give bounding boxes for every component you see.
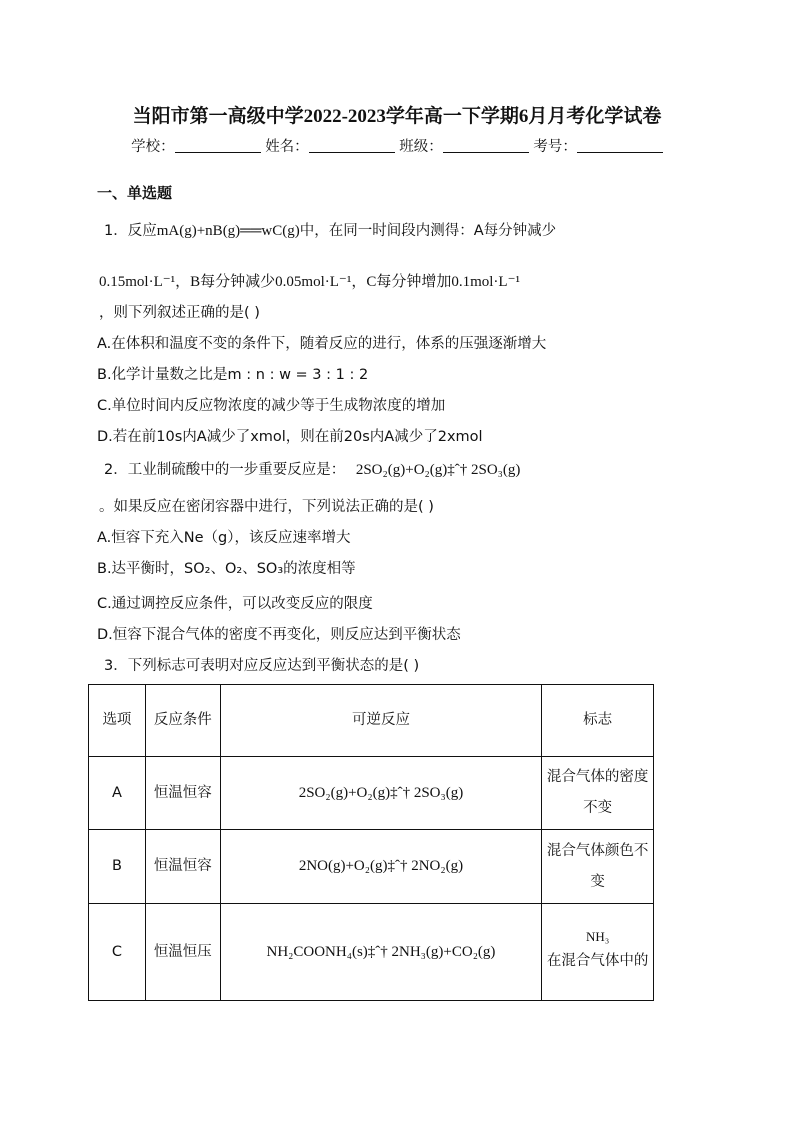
section-heading: 一、单选题 — [97, 184, 173, 202]
page-title: 当阳市第一高级中学2022-2023学年高一下学期6月月考化学试卷 — [132, 106, 662, 127]
q1-question: ，则下列叙述正确的是( ) — [99, 305, 260, 321]
table-row — [89, 830, 654, 904]
table-row — [89, 757, 654, 830]
q1-option-d[interactable]: D.若在前10s内A减少了xmol，则在前20s内A减少了2xmol — [97, 429, 483, 445]
row-condition: 恒温恒压 — [145, 904, 220, 1001]
q2-option-c[interactable]: C.通过调控反应条件，可以改变反应的限度 — [97, 596, 373, 612]
number-blank[interactable] — [577, 138, 663, 153]
row-option: C — [89, 904, 146, 1001]
header-option: 选项 — [89, 685, 146, 757]
header-reaction: 可逆反应 — [220, 685, 541, 757]
row-condition: 恒温恒容 — [145, 757, 220, 830]
q2-stem — [104, 458, 520, 479]
q2-option-b[interactable]: B.达平衡时，SO₂、O₂、SO₃的浓度相等 — [97, 561, 356, 577]
q3-table — [88, 684, 654, 1001]
q1-stem-prefix: 1．反应 — [104, 223, 157, 239]
q2-equation: 2SO₂(g)+O₂(g)‡ˆ† 2SO₃(g) — [355, 462, 521, 478]
q2-option-d[interactable]: D.恒容下混合气体的密度不再变化，则反应达到平衡状态 — [97, 627, 461, 643]
student-info-line — [0, 135, 794, 156]
q2-option-a[interactable]: A.恒容下充入Ne（g），该反应速率增大 — [97, 530, 351, 546]
row-sign-text: 在混合气体中的 — [546, 953, 649, 969]
row-sign-formula: NH₃ — [585, 929, 610, 944]
row-option: B — [89, 830, 146, 904]
q1-stem — [104, 219, 556, 240]
school-label: 学校： — [131, 139, 175, 155]
row-reaction: 2NO(g)+O₂(g)‡ˆ† 2NO₂(g) — [220, 830, 541, 904]
number-label: 考号： — [533, 139, 577, 155]
header-condition: 反应条件 — [145, 685, 220, 757]
q1-rates: 0.15mol·L⁻¹，B每分钟减少0.05mol·L⁻¹，C每分钟增加0.1mol·L⁻¹ — [99, 274, 520, 290]
q1-equation: mA(g)+nB(g)══wC(g) — [156, 223, 300, 239]
header-sign: 标志 — [542, 685, 654, 757]
q2-stem-text: 2．工业制硫酸中的一步重要反应是： — [104, 462, 346, 478]
class-label: 班级： — [399, 139, 443, 155]
q1-option-c[interactable]: C.单位时间内反应物浓度的减少等于生成物浓度的增加 — [97, 398, 446, 414]
table-row — [89, 904, 654, 1001]
row-sign: 混合气体的密度不变 — [542, 757, 654, 830]
q1-option-b[interactable]: B.化学计量数之比是m : n : w = 3 : 1 : 2 — [97, 367, 369, 383]
row-reaction: NH₂COONH₄(s)‡ˆ† 2NH₃(g)+CO₂(g) — [220, 904, 541, 1001]
q2-question: 。如果反应在密闭容器中进行，下列说法正确的是( ) — [99, 499, 434, 515]
class-blank[interactable] — [443, 138, 529, 153]
school-blank[interactable] — [175, 138, 261, 153]
row-sign: 混合气体颜色不变 — [542, 830, 654, 904]
row-condition: 恒温恒容 — [145, 830, 220, 904]
row-sign — [542, 904, 654, 1001]
q1-option-a[interactable]: A.在体积和温度不变的条件下，随着反应的进行，体系的压强逐渐增大 — [97, 336, 547, 352]
row-option: A — [89, 757, 146, 830]
name-label: 姓名： — [265, 139, 309, 155]
table-header-row — [89, 685, 654, 757]
q3-stem: 3．下列标志可表明对应反应达到平衡状态的是( ) — [104, 658, 420, 674]
q1-stem-suffix: 中，在同一时间段内测得：A每分钟减少 — [299, 223, 557, 239]
row-reaction: 2SO₂(g)+O₂(g)‡ˆ† 2SO₃(g) — [220, 757, 541, 830]
name-blank[interactable] — [309, 138, 395, 153]
